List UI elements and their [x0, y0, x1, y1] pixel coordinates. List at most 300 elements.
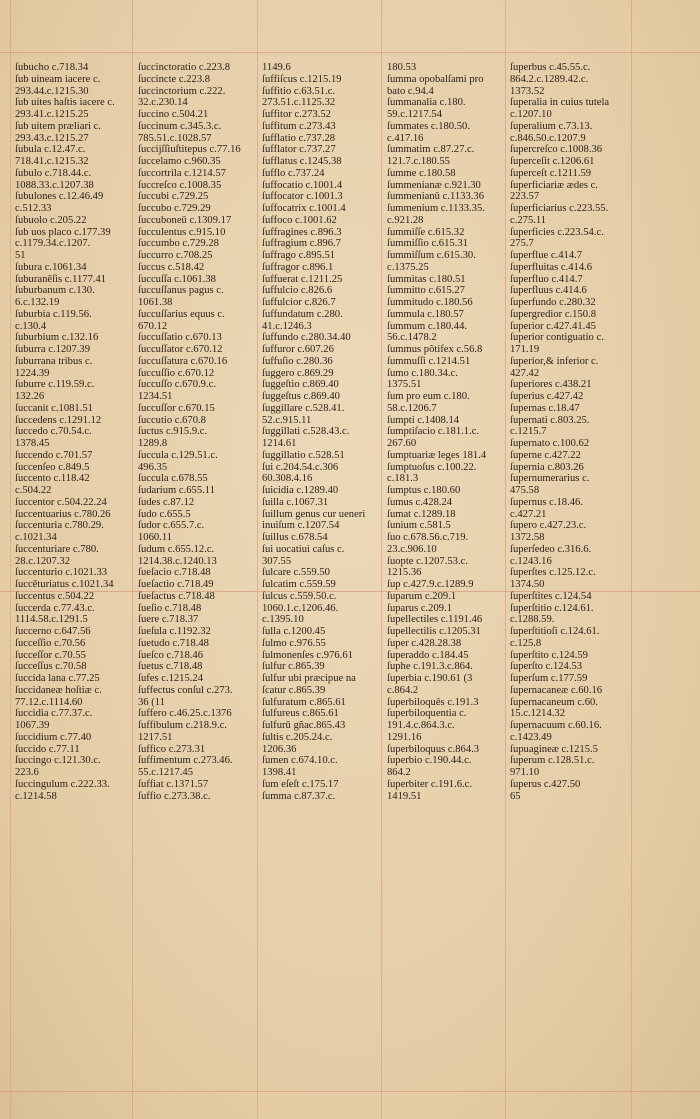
index-entry: ſummates c.180.50.	[387, 120, 470, 132]
index-entry: ſuperfluus c.414.6	[510, 285, 587, 297]
index-entry: 52.c.915.11	[262, 414, 312, 426]
index-entry: c.1288.59.	[510, 614, 555, 626]
index-entry: ſuccinum c.345.3.c.	[138, 120, 222, 132]
index-entry: ſub uos placo c.177.39	[15, 226, 111, 238]
index-entry: ſulcare c.559.50	[262, 567, 330, 579]
index-entry: 670.12	[138, 320, 168, 332]
index-entry: ſummenium c.1133.35.	[387, 203, 485, 214]
index-entry: ſuperbio c.190.44.c.	[387, 755, 472, 767]
index-entry: 60.308.4.16	[262, 473, 313, 485]
index-entry: ſuperſtes c.125.12.c.	[510, 567, 596, 579]
index-entry: ſupergredior c.150.8	[510, 308, 597, 320]
index-entry: 293.41.c.1215.25	[15, 109, 89, 120]
index-entry: ſuburbium c.132.16	[15, 332, 99, 344]
index-entry: ſuccenturiare c.780.	[15, 543, 99, 555]
index-entry: ſupernas c.18.47	[510, 402, 580, 414]
index-entry: ſuccerda c.77.43.c.	[15, 602, 95, 614]
index-entry: ſuctus c.915.9.c.	[138, 426, 208, 438]
index-entry: 171.19	[510, 344, 540, 355]
index-entry: ſumma opobalſami pro	[387, 73, 484, 85]
index-entry: 1373.52	[510, 85, 545, 97]
index-entry: ſui uocatiui caſus c.	[262, 543, 345, 555]
index-entry: ſulla c.1200.45	[262, 626, 326, 637]
index-entry: ſub uineam iacere c.	[15, 73, 101, 85]
index-entry: 1214.38.c.1240.13	[138, 555, 217, 567]
index-entry: ſuccus c.518.42	[138, 261, 205, 273]
index-entry: ſumptuariæ leges 181.4	[387, 449, 487, 461]
index-entry: ſuperius c.427.42	[510, 391, 584, 402]
index-entry: ſuperaddo c.184.45	[387, 649, 469, 661]
index-entry: ſuggero c.869.29	[262, 367, 334, 379]
index-entry: ſuffiſcus c.1215.19	[262, 73, 342, 85]
index-entry: c.417.16	[387, 132, 424, 144]
index-entry: ſup c.427.9.c.1289.9	[387, 579, 474, 590]
index-entry: ſuperbiloquēs c.191.3	[387, 696, 479, 708]
index-entry: ſuccuſſatio c.670.13	[138, 332, 222, 344]
index-entry: 121.7.c.180.55	[387, 156, 450, 167]
index-entry: 1060.1.c.1206.46.	[262, 602, 339, 614]
index-entry: 1291.16	[387, 731, 422, 743]
index-entry: c.846.50.c.1207.9	[510, 132, 586, 144]
index-entry: c.427.21	[510, 508, 547, 520]
index-entry: ſuccijſſiuſtitepus c.77.16	[138, 144, 241, 156]
index-entry: ſubura c.1061.34	[15, 261, 87, 273]
index-entry: ſum pro eum c.180.	[387, 391, 470, 402]
index-entry: c.504.22	[15, 485, 52, 496]
index-entry: ſuffragor c.896.1	[262, 261, 334, 273]
index-entry: 132.26	[15, 391, 45, 402]
index-entry: 56.c.1478.2	[387, 332, 437, 344]
index-entry: ſubucho c.718.34	[15, 62, 89, 73]
index-entry: ſuffrago c.895.51	[262, 250, 336, 261]
index-entry: ſuccumbo c.729.28	[138, 238, 219, 250]
index-entry: ſueſco c.718.46	[138, 649, 204, 661]
index-entry: ſummus põtifex c.56.8	[387, 344, 483, 355]
index-entry: c.921.28	[387, 214, 424, 226]
index-entry: ſupercreſco c.1008.36	[510, 144, 603, 156]
index-entry: ſummum c.180.44.	[387, 320, 468, 332]
index-entry: ſuccortrila c.1214.57	[138, 167, 226, 179]
index-entry: ſuffundo c.280.34.40	[262, 332, 351, 344]
index-entry: 1234.51	[138, 391, 173, 402]
index-entry: 1067.39	[15, 720, 50, 731]
index-entry: ſumptiſacio c.181.1.c.	[387, 426, 480, 438]
index-entry: 293.43.c.1215.27	[15, 132, 89, 144]
index-entry: ſummiſſum c.615.30.	[387, 250, 476, 261]
index-entry: 864.2.c.1289.42.c.	[510, 73, 589, 85]
index-entry: 223.6	[15, 767, 39, 778]
index-entry: ſuperſto c.124.53	[510, 661, 583, 673]
index-entry: 971.10	[510, 767, 540, 778]
index-entry: c.125.8	[510, 637, 542, 649]
index-entry: ſubula c.12.47.c.	[15, 144, 86, 156]
index-entry: ſuperior,& inferior c.	[510, 355, 599, 367]
index-entry: ſuggeſtus c.869.40	[262, 391, 340, 402]
index-entry: ſuperficies c.223.54.c.	[510, 226, 604, 238]
index-entry: ſuburbanum c.130.	[15, 285, 95, 297]
index-entry: ſuccubo c.729.29	[138, 203, 211, 214]
index-entry: ſuperiores c.438.21	[510, 379, 592, 391]
index-entry: ſubulones c.12.46.49	[15, 191, 104, 203]
index-entry: ſuperalia in cuius tutela	[510, 97, 610, 109]
index-entry: ſuccingulum c.222.33.	[15, 778, 110, 790]
index-entry: ſuper c.428.28.38	[387, 637, 462, 649]
index-entry: ſumpti c.1408.14	[387, 414, 460, 426]
index-entry: 28.c.1207.32	[15, 555, 71, 567]
index-entry: ſudes c.87.12	[138, 496, 195, 508]
index-entry: ſcatur c.865.39	[262, 684, 326, 696]
index-entry: ſufes c.1215.24	[138, 673, 204, 684]
index-entry: ſuffundatum c.280.	[262, 308, 343, 320]
index-entry: ſuccēturiatus c.1021.34	[15, 579, 114, 590]
index-entry: ſummiſſio c.615.31	[387, 238, 468, 250]
index-entry: ſuffulcio c.826.6	[262, 285, 333, 297]
index-entry: ſumus c.428.24	[387, 496, 453, 508]
index-entry: ſuccentus c.504.22	[15, 590, 95, 602]
index-entry: ſuccino c.504.21	[138, 109, 209, 120]
index-entry: 1374.50	[510, 579, 545, 590]
index-entry: 1419.51	[387, 790, 422, 802]
index-entry: ſuperbiter c.191.6.c.	[387, 778, 473, 790]
index-entry: c.181.3	[387, 473, 419, 485]
index-entry: 1217.51	[138, 731, 173, 743]
index-entry: ſuccurro c.708.25	[138, 250, 213, 261]
index-entry: ſummiſſe c.615.32	[387, 226, 465, 238]
index-entry: ſummatim c.87.27.c.	[387, 144, 475, 156]
index-entry: ſummitto c.615.27	[387, 285, 465, 297]
index-entry: 864.2	[387, 767, 411, 778]
index-entry: ſucceſſus c.70.58	[15, 661, 87, 673]
index-entry: ſumat c.1289.18	[387, 508, 456, 520]
ruled-line-left	[10, 0, 11, 1119]
index-entry: ſufflatio c.737.28	[262, 132, 336, 144]
index-entry: ſupuagineæ c.1215.5	[510, 743, 598, 755]
index-entry: ſuillum genus cur ueneri	[262, 508, 366, 520]
index-entry: c.130.4	[15, 320, 47, 332]
index-entry: ſupernacuum c.60.16.	[510, 720, 602, 731]
index-entry: inuiſum c.1207.54	[262, 520, 340, 532]
index-entry: ſuilla c.1067.31	[262, 496, 329, 508]
index-entry: ſuccuſſor c.670.15	[138, 402, 215, 414]
index-entry: ſuphe c.191.3.c.864.	[387, 661, 473, 673]
index-entry: ſuccuſſarius equus c.	[138, 308, 225, 320]
index-entry: 1289.8	[138, 438, 168, 449]
index-entry: ſub uites haſtis iacere c.	[15, 97, 115, 109]
index-entry: ſummitas c.180.51	[387, 273, 466, 285]
index-entry: ſuperſtito c.124.59	[510, 649, 588, 661]
index-entry: ſupernus c.18.46.	[510, 496, 583, 508]
index-entry: ſupernacaneum c.60.	[510, 696, 598, 708]
index-entry: ſuccuſſo c.670.9.c.	[138, 379, 216, 391]
index-entry: ſuccuſſator c.670.12	[138, 344, 223, 355]
index-entry: ſum eſeſt c.175.17	[262, 778, 339, 790]
index-entry: ſumen c.674.10.c.	[262, 755, 338, 767]
index-entry: ſunium c.581.5	[387, 520, 451, 532]
index-entry: ſuicidia c.1289.40	[262, 485, 339, 496]
index-entry: 51	[15, 250, 26, 261]
index-entry: ſuperior c.427.41.45	[510, 320, 596, 332]
index-entry: ſuperſtitio c.124.61.	[510, 602, 594, 614]
index-entry: c.275.11	[510, 214, 547, 226]
index-entry: ſuccingo c.121.30.c.	[15, 755, 101, 767]
ruled-line-top	[0, 52, 700, 53]
index-entry: ſuffico c.273.31	[138, 743, 206, 755]
index-entry: 718.41.c.1215.32	[15, 156, 89, 167]
index-entry: ſuccubi c.729.25	[138, 191, 209, 203]
index-entry: ſuperior contiguatio c.	[510, 332, 604, 344]
index-entry: 32.c.230.14	[138, 97, 188, 109]
index-entry: ſuccincte c.223.8	[138, 73, 211, 85]
index-entry: ſultis c.205.24.c.	[262, 731, 333, 743]
index-entry: ſupernati c.803.25.	[510, 414, 590, 426]
index-entry: 1224.39	[15, 367, 50, 379]
index-entry: ſuo c.678.56.c.719.	[387, 532, 469, 543]
index-entry: ſuffero c.46.25.c.1376	[138, 708, 232, 720]
index-entry: ſulcatim c.559.59	[262, 579, 336, 590]
index-entry: ſuggillatio c.528.51	[262, 449, 345, 461]
index-entry: ſuffuſio c.280.36	[262, 355, 333, 367]
index-entry: 1060.11	[138, 532, 173, 543]
index-entry: ſuccuſſio c.670.12	[138, 367, 215, 379]
index-entry: ſuffimentum c.273.46.	[138, 755, 233, 767]
index-entry: ſudarium c.655.11	[138, 485, 215, 496]
index-entry: ſummitudo c.180.56	[387, 297, 473, 308]
index-entry: c.1179.34.c.1207.	[15, 238, 91, 250]
index-entry: ſuffragium c.896.7	[262, 238, 341, 250]
index-entry: ſuperalium c.73.13.	[510, 120, 593, 132]
index-entry: ſuffitio c.63.51.c.	[262, 85, 336, 97]
index-entry: 77.12.c.1114.60	[15, 696, 83, 708]
index-entry: ſuperfundo c.280.32	[510, 297, 596, 308]
index-entry: ſui c.204.54.c.306	[262, 461, 339, 473]
index-entry: ſuperfluo c.414.7	[510, 273, 583, 285]
index-entry: bato c.94.4	[387, 85, 434, 97]
index-entry: ſuperbiloquus c.864.3	[387, 743, 480, 755]
index-entry: c.1214.58	[15, 790, 57, 802]
index-entry: ſupellectilis c.1205.31	[387, 626, 481, 637]
index-entry: ſuccuſſanus pagus c.	[138, 285, 224, 297]
index-entry: 1206.36	[262, 743, 297, 755]
index-entry: c.1395.10	[262, 614, 304, 626]
index-entry: ſulmonenſes c.976.61	[262, 649, 353, 661]
index-entry: ſuccedens c.1291.12	[15, 414, 102, 426]
index-entry: 55.c.1217.45	[138, 767, 194, 778]
index-entry: ſudo c.655.5	[138, 508, 191, 520]
index-entry: ſuperficiarius c.223.55.	[510, 203, 609, 214]
index-entry: ſuopte c.1207.53.c.	[387, 555, 468, 567]
index-entry: ſueſacio c.718.48	[138, 567, 211, 579]
index-entry: ſufflatus c.1245.38	[262, 156, 342, 167]
index-entry: ſuetus c.718.48	[138, 661, 203, 673]
index-entry: ſuccuboneū c.1309.17	[138, 214, 232, 226]
index-entry: ſuccenſeo c.849.5	[15, 461, 90, 473]
index-entry: ſuperbiloquentia c.	[387, 708, 467, 720]
index-entry: 293.44.c.1215.30	[15, 85, 89, 97]
index-entry: 191.4.c.864.3.c.	[387, 720, 455, 731]
index-entry: 58.c.1206.7	[387, 402, 437, 414]
index-entry: 496.35	[138, 461, 168, 473]
index-column-3	[262, 62, 380, 802]
index-entry: ſuburrana tribus c.	[15, 355, 93, 367]
index-entry: ſuccentuarius c.780.26	[15, 508, 111, 520]
index-entry: 59.c.1217.54	[387, 109, 443, 120]
index-entry: 267.60	[387, 438, 417, 449]
index-entry: ſufflator c.737.27	[262, 144, 336, 156]
index-entry: ſueſio c.718.48	[138, 602, 202, 614]
index-entry: ſuccreſco c.1008.35	[138, 179, 222, 191]
index-entry: ſuccanit c.1081.51	[15, 402, 93, 414]
index-entry: ſummula c.180.57	[387, 308, 464, 320]
index-entry: ſulfur c.865.39	[262, 661, 325, 673]
index-entry: ſuperflue c.414.7	[510, 250, 583, 261]
index-entry: ſuperum c.128.51.c.	[510, 755, 595, 767]
index-entry: ſulfurū gñac.865.43	[262, 720, 346, 731]
index-entry: c.864.2	[387, 684, 419, 696]
index-entry: ſuperſtites c.124.54	[510, 590, 592, 602]
index-entry: ſuccedo c.70.54.c.	[15, 426, 92, 438]
index-entry: ſuere c.718.37	[138, 614, 199, 626]
index-entry: c.1243.16	[510, 555, 552, 567]
index-column-1	[15, 62, 133, 802]
index-entry: 475.58	[510, 485, 540, 496]
index-entry: ſuccuſſa c.1061.38	[138, 273, 216, 285]
index-entry: ſuffibulum c.218.9.c.	[138, 720, 227, 731]
index-entry: ſuccutio c.670.8	[138, 414, 206, 426]
index-entry: ſumma c.87.37.c.	[262, 790, 336, 802]
index-entry: 180.53	[387, 62, 417, 73]
index-entry: ſupellectiles c.1191.46	[387, 614, 483, 626]
index-entry: 1214.61	[262, 438, 297, 449]
index-entry: ſuffulcior c.826.7	[262, 297, 336, 308]
index-entry: ſucceſſor c.70.55	[15, 649, 86, 661]
index-column-4	[387, 62, 505, 802]
index-entry: ſupernato c.100.62	[510, 438, 590, 449]
index-entry: c.1375.25	[387, 261, 429, 273]
index-entry: ſupernia c.803.26	[510, 461, 584, 473]
index-entry: 1088.33.c.1207.38	[15, 179, 94, 191]
index-entry: ſummanalia c.180.	[387, 97, 466, 109]
ruled-line-right	[631, 0, 632, 1119]
index-entry: ſucculentus c.915.10	[138, 226, 226, 238]
index-entry: ſueſactus c.718.48	[138, 590, 215, 602]
index-entry: ſuparum c.209.1	[387, 590, 457, 602]
index-entry: 273.51.c.1125.32	[262, 97, 336, 109]
index-entry: ſulmo c.976.55	[262, 637, 326, 649]
index-entry: ſuccuſſatura c.670.16	[138, 355, 228, 367]
index-entry: 23.c.906.10	[387, 543, 437, 555]
index-entry: ſuburre c.119.59.c.	[15, 379, 95, 391]
index-entry: ſuperus c.427.50	[510, 778, 581, 790]
index-entry: ſueſactio c.718.49	[138, 579, 214, 590]
index-entry: ſuccido c.77.11	[15, 743, 80, 755]
index-entry: ſubuolo c.205.22	[15, 214, 87, 226]
index-entry: ſuffiat c.1371.57	[138, 778, 209, 790]
index-entry: c.1207.10	[510, 109, 552, 120]
index-entry: ſuccinctorium c.222.	[138, 85, 226, 97]
index-entry: ſuffragines c.896.3	[262, 226, 342, 238]
column-divider	[505, 0, 506, 1119]
index-entry: ſuccento c.118.42	[15, 473, 90, 485]
index-entry: c.512.33	[15, 203, 52, 214]
index-entry: ſuccenturia c.780.29.	[15, 520, 104, 532]
index-entry: ſuburbia c.119.56.	[15, 308, 92, 320]
index-entry: ſummenianū c.1133.36	[387, 191, 484, 203]
index-entry: 1375.51	[387, 379, 422, 391]
index-entry: 15.c.1214.32	[510, 708, 566, 720]
index-entry: ſulfuratum c.865.61	[262, 696, 346, 708]
index-entry: ſuffio c.273.38.c.	[138, 790, 211, 802]
column-divider	[257, 0, 258, 1119]
index-entry: ſuccula c.678.55	[138, 473, 208, 485]
index-entry: ſuccelamo c.960.35	[138, 156, 221, 167]
index-entry: 1398.41	[262, 767, 297, 778]
index-entry: ſuccida lana c.77.25	[15, 673, 100, 684]
index-entry: ſuperfluitas c.414.6	[510, 261, 593, 273]
index-entry: ſuffuror c.607.26	[262, 344, 334, 355]
ruled-line-bottom	[0, 1091, 700, 1092]
index-entry: ſummuſſi c.1214.51	[387, 355, 471, 367]
index-entry: 1149.6	[262, 62, 291, 73]
index-entry: 6.c.132.19	[15, 297, 60, 308]
index-entry: ſuetudo c.718.48	[138, 637, 209, 649]
index-entry: ſuccenturio c.1021.33	[15, 567, 108, 579]
index-entry: 427.42	[510, 367, 540, 379]
index-entry: ſupernumerarius c.	[510, 473, 590, 485]
index-entry: ſuillus c.678.54	[262, 532, 328, 543]
index-entry: 1114.58.c.1291.5	[15, 614, 88, 626]
index-entry: ſuffitor c.273.52	[262, 109, 331, 120]
index-entry: ſuperſedeo c.316.6.	[510, 543, 592, 555]
index-entry: ſuperceſit c.1206.61	[510, 156, 595, 167]
index-entry: ſuffocator c.1001.3	[262, 191, 343, 203]
index-entry: ſub uitem præliari c.	[15, 120, 101, 132]
index-entry: ſuperbus c.45.55.c.	[510, 62, 591, 73]
index-entry: ſuperceſt c.1211.59	[510, 167, 592, 179]
index-entry: 1378.45	[15, 438, 50, 449]
index-entry: ſuccinctoratio c.223.8	[138, 62, 231, 73]
index-column-5	[510, 62, 628, 802]
index-entry: ſudum c.655.12.c.	[138, 543, 215, 555]
index-entry: ſupero c.427.23.c.	[510, 520, 587, 532]
index-column-2	[138, 62, 256, 802]
index-entry: ſueſula c.1192.32	[138, 626, 211, 637]
index-entry: 1061.38	[138, 297, 173, 308]
index-entry: 1372.58	[510, 532, 545, 543]
index-entry: ſulcus c.559.50.c.	[262, 590, 337, 602]
index-entry: ſuburra c.1207.39	[15, 344, 91, 355]
index-entry: c.1423.49	[510, 731, 552, 743]
index-entry: ſuffuerat c.1211.25	[262, 273, 343, 285]
index-entry: ſuggillare c.528.41.	[262, 402, 345, 414]
index-entry: ſuccerno c.647.56	[15, 626, 91, 637]
index-entry: ſumptuoſus c.100.22.	[387, 461, 477, 473]
index-entry: ſumme c.180.58	[387, 167, 456, 179]
index-entry: 36 (11	[138, 696, 165, 708]
index-entry: ſuperſtitioſi c.124.61.	[510, 626, 600, 637]
index-entry: ſuggeſtio c.869.40	[262, 379, 339, 391]
index-entry: 65	[510, 790, 521, 802]
index-entry: ſuperſum c.177.59	[510, 673, 588, 684]
index-entry: ſupernacaneæ c.60.16	[510, 684, 603, 696]
index-entry: ſumo c.180.34.c.	[387, 367, 458, 379]
index-entry: ſuccidia c.77.37.c.	[15, 708, 93, 720]
index-entry: ſuffocatrix c.1001.4	[262, 203, 346, 214]
index-entry: ſuffitum c.273.43	[262, 120, 336, 132]
index-entry: ſulfur ubi præcipue na	[262, 673, 356, 684]
index-entry: ſumptus c.180.60	[387, 485, 461, 496]
index-entry: c.1021.34	[15, 532, 57, 543]
index-entry: ſuburanēſis c.1177.41	[15, 273, 107, 285]
